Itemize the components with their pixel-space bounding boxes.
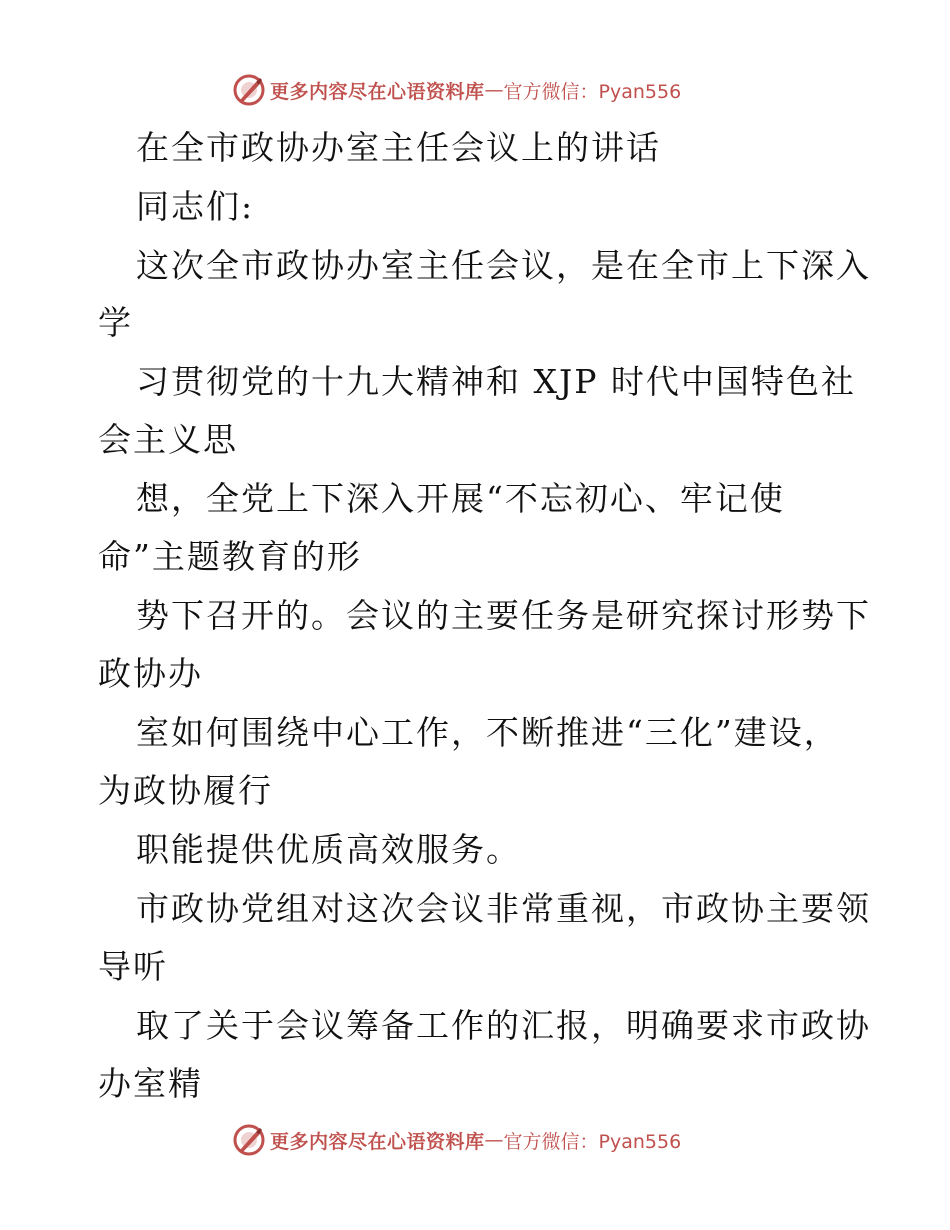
watermark-separator: —: [484, 1129, 504, 1151]
document-line: 政协办: [98, 654, 203, 693]
watermark-wechat: 官方微信：Pyan556: [503, 80, 682, 103]
document-line: 学: [98, 303, 133, 342]
watermark-text: 更多内容尽在心语资料库: [270, 80, 485, 103]
document-line: 室如何围绕中心工作，不断推进“三化”建设，: [136, 713, 839, 752]
document-line: 会主义思: [98, 420, 238, 459]
document-line: 职能提供优质高效服务。: [136, 830, 521, 869]
document-line: 办室精: [98, 1064, 203, 1103]
document-line: 为政协履行: [98, 771, 273, 810]
document-line: 同志们:: [136, 187, 255, 226]
document-line: 命”主题教育的形: [98, 537, 362, 576]
watermark-banner-top: [232, 73, 681, 107]
document-line: 习贯彻党的十九大精神和 XJP 时代中国特色社: [136, 362, 856, 401]
watermark-separator: —: [484, 79, 504, 101]
watermark-text: 更多内容尽在心语资料库: [270, 1130, 485, 1153]
document-line: 取了关于会议筹备工作的汇报，明确要求市政协: [136, 1006, 871, 1045]
watermark-banner-bottom: [232, 1123, 681, 1157]
pen-circle-logo-icon: [232, 1123, 266, 1157]
document-line: 市政协党组对这次会议非常重视，市政协主要领: [136, 889, 871, 928]
document-line: 这次全市政协办室主任会议，是在全市上下深入: [136, 246, 871, 285]
document-line: 想，全党上下深入开展“不忘初心、牢记使: [136, 479, 785, 518]
document-line: 导听: [98, 947, 168, 986]
document-line: 势下召开的。会议的主要任务是研究探讨形势下: [136, 596, 871, 635]
document-title: 在全市政协办室主任会议上的讲话: [136, 128, 661, 167]
pen-circle-logo-icon: [232, 73, 266, 107]
watermark-wechat: 官方微信：Pyan556: [503, 1130, 682, 1153]
